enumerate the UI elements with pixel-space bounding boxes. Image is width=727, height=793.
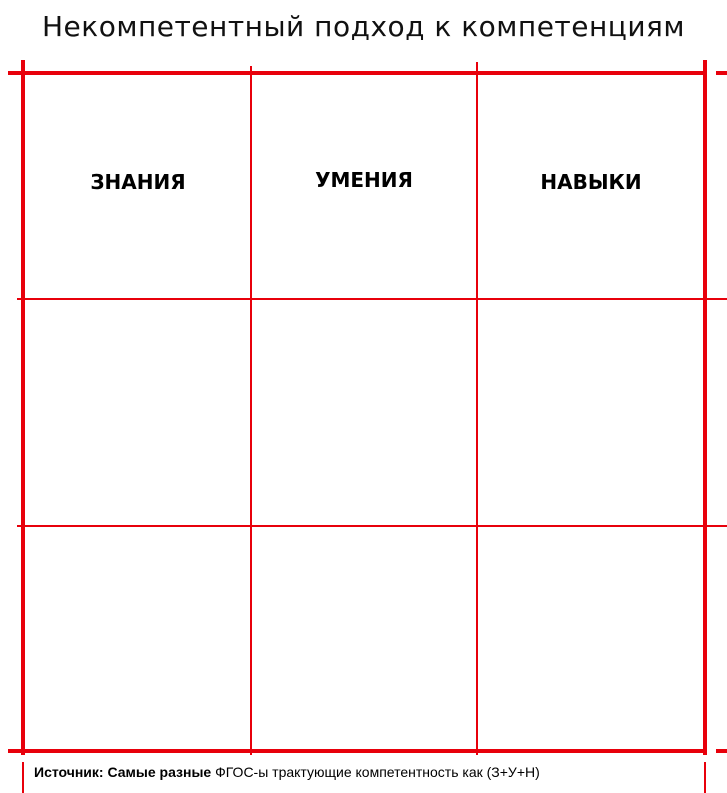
header-knowledge: ЗНАНИЯ — [90, 170, 186, 194]
source-bold-text: Самые разные — [107, 764, 212, 780]
source-footnote — [34, 764, 540, 780]
header-abilities: НАВЫКИ — [540, 170, 642, 194]
slide-title: Некомпетентный подход к компетенциям — [42, 10, 685, 43]
source-rest-text: ФГОС-ы трактующие компетентность как (З+У+Н) — [215, 764, 540, 780]
source-label: Источник: — [34, 764, 104, 780]
header-skills: УМЕНИЯ — [315, 168, 413, 192]
